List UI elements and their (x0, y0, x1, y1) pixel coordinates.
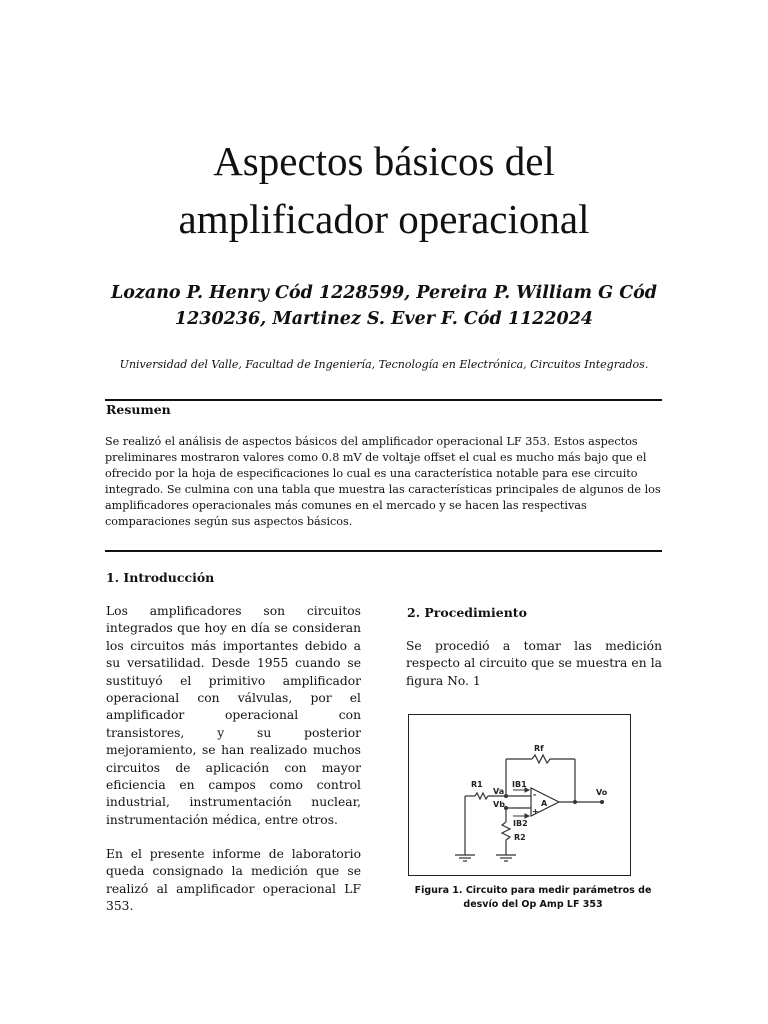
circuit-diagram (409, 715, 632, 877)
label-opamp-a: A (541, 799, 548, 808)
label-ib1: IB1 (512, 780, 527, 789)
label-va: Va (493, 787, 505, 796)
authors (100, 280, 668, 332)
label-r2: R2 (514, 833, 526, 842)
figure-1-caption (408, 884, 658, 912)
label-plus: + (532, 807, 539, 816)
intro-paragraph-2: En el presente informe de laboratorio queda consignado la medición que se realizó al amplificador operacional LF 353. (106, 847, 361, 914)
paper-title (0, 132, 768, 248)
affiliation: Universidad del Valle, Facultad de Ingeniería, Tecnología en Electrónica, Circuitos Integrados. (119, 358, 649, 371)
title-line-1: Aspectos básicos del (213, 138, 555, 184)
label-rf: Rf (534, 744, 544, 753)
authors-line-1: Lozano P. Henry Cód 1228599, Pereira P. William G Cód (110, 283, 658, 303)
procedure-paragraph-1: Se procedió a tomar las medición respecto al circuito que se muestra en la figura No. 1 (406, 639, 662, 688)
caption-line-2: desvío del Op Amp LF 353 (463, 899, 603, 910)
intro-heading: 1. Introducción (106, 570, 215, 585)
figure-1-circuit (408, 714, 631, 876)
label-r1: R1 (471, 780, 483, 789)
procedure-heading: 2. Procedimiento (407, 605, 527, 620)
label-vb: Vb (493, 800, 505, 809)
intro-paragraph-1: Los amplificadores son circuitos integrados que hoy en día se consideran los circuitos más importantes debido a su versatilidad. Desde 1955 cuando se sustituyó el primitivo amplificador operacional con válvulas, por el amplificador operacional con transistores, y su posterior mejoramiento, se han realizado muchos circuitos de aplicación con mayor eficiencia en campos como control industrial, instrumentación nuclear, instrumentación médica, entre otros. (106, 604, 361, 827)
authors-line-2: 1230236, Martinez S. Ever F. Cód 1122024 (174, 309, 594, 329)
title-line-2: amplificador operacional (178, 196, 590, 242)
label-vo: Vo (596, 788, 608, 797)
label-minus: - (533, 790, 537, 799)
abstract-text: Se realizó el análisis de aspectos básicos del amplificador operacional LF 353. Estos aspectos preliminares mostraron valores como 0.8 mV de voltaje offset el cual es mucho más bajo que el ofrecido por la hoja de especificaciones lo cual es una característica notable para ese circuito integrado. Se culmina con una tabla que muestra las características principales de algunos de los amplificadores operacionales más comunes en el mercado y se hacen las respectivas comparaciones según sus aspectos básicos. (105, 435, 661, 529)
caption-line-1: Figura 1. Circuito para medir parámetros de (414, 885, 652, 896)
abstract-bottom-rule (105, 550, 662, 552)
label-ib2: IB2 (513, 819, 528, 828)
abstract-heading: Resumen (106, 402, 171, 417)
abstract-top-rule (105, 399, 662, 401)
